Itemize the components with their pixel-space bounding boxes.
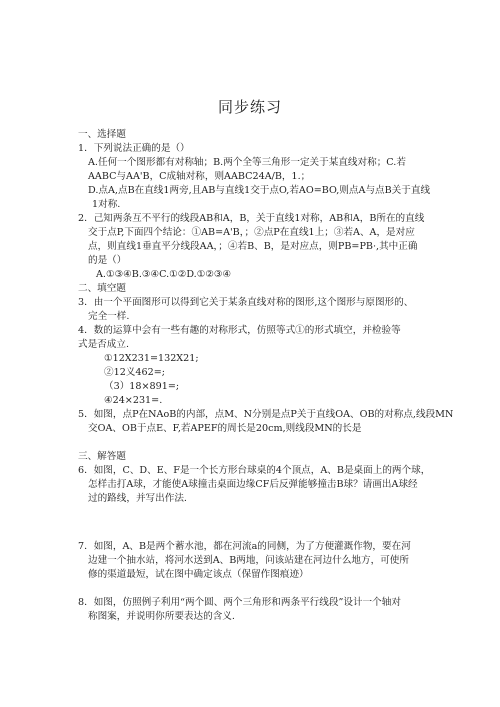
- q1-stem: 1．下列说法正确的是（）: [78, 143, 190, 154]
- page-title: 同步练习: [217, 98, 282, 116]
- q6-line-c: 过的路线，并写出作法.: [88, 493, 187, 504]
- q4-item-2: ②12义462=;: [104, 367, 165, 378]
- q7-line-b: 边建一个抽水站，将河水送到A、B两地，问该站建在河边什么地方，可使所: [88, 555, 409, 566]
- q4-item-4: ④24×231=.: [104, 395, 163, 406]
- q4-line-b: 式是否成立.: [78, 339, 130, 350]
- q1-line-b: AABC与AA'B，C成轴对称，则AABC24A/B，1.；: [88, 171, 311, 182]
- section-heading-choice: 一、选择题: [78, 129, 126, 140]
- q1-line-a: A.任何一个图形都有对称轴；B.两个全等三角形一定关于某直线对称；C.若: [88, 157, 406, 168]
- q1-line-d: 1对称.: [92, 199, 121, 210]
- q6-line-b: 怎样击打A球，才能使A球撞击桌面边缘CF后反弹能够撞击B球？请画出A球经: [88, 479, 418, 490]
- q4-line-a: 4．数的运算中会有一些有趣的对称形式，仿照等式①的形式填空，并检验等: [78, 325, 401, 336]
- q2-options: A.①③④B.③④C.①②D.①②③④: [96, 269, 232, 280]
- q7-line-c: 修的渠道最短，试在图中确定该点（保留作图痕迹）: [88, 569, 309, 580]
- q5-line-b: 交OA、OB于点E、F,若APEF的周长是20cm,则线段MN的长是: [88, 423, 362, 434]
- q2-line-c: 点，则直线1垂直平分线段AA，；④若B、B，是对应点，则PB=PB·,其中正确: [88, 241, 418, 252]
- q3-line-b: 完全一样.: [88, 311, 130, 322]
- q4-item-3: （3）18×891=;: [104, 381, 180, 392]
- q4-item-1: ①12X231=132X21;: [104, 353, 199, 364]
- q2-line-d: 的是（）: [88, 255, 127, 266]
- q2-line-a: 2．己知两条互不平行的线段AB和A，B，关于直线1对称，AB和A，B所在的直线: [78, 213, 425, 224]
- q8-line-a: 8．如图，仿照例子利用“两个圆、两个三角形和两条平行线段”设计一个轴对: [78, 597, 401, 608]
- q7-line-a: 7．如图，A、B是两个蓄水池，都在河流a的同侧，为了方便灌溉作物，要在河: [78, 541, 411, 552]
- section-heading-fill: 二、填空题: [78, 283, 126, 294]
- section-heading-answer: 三、解答题: [78, 451, 126, 462]
- q3-line-a: 3．由一个平面图形可以得到它关于某条直线对称的图形,这个图形与原图形的、: [78, 297, 414, 308]
- q5-line-a: 5．如图，点P在NAoB的内部，点M、N分别是点P关于直线OA、OB的对称点,线段MN: [78, 409, 454, 420]
- q2-line-b: 交于点P,下面四个结论：①AB=A'B，；②点P在直线1上；③若A、A，是对应: [88, 227, 415, 238]
- q8-line-b: 称图案，并说明你所要表达的含义.: [88, 611, 235, 622]
- q6-line-a: 6．如图，C、D、E、F是一个长方形台球桌的4个顶点，A、B是桌面上的两个球，: [78, 465, 431, 476]
- q1-line-c: D.点A,点B在直线1两旁,且AB与直线1交于点O,若AO=BO,则点A与点B关于直线: [88, 185, 431, 196]
